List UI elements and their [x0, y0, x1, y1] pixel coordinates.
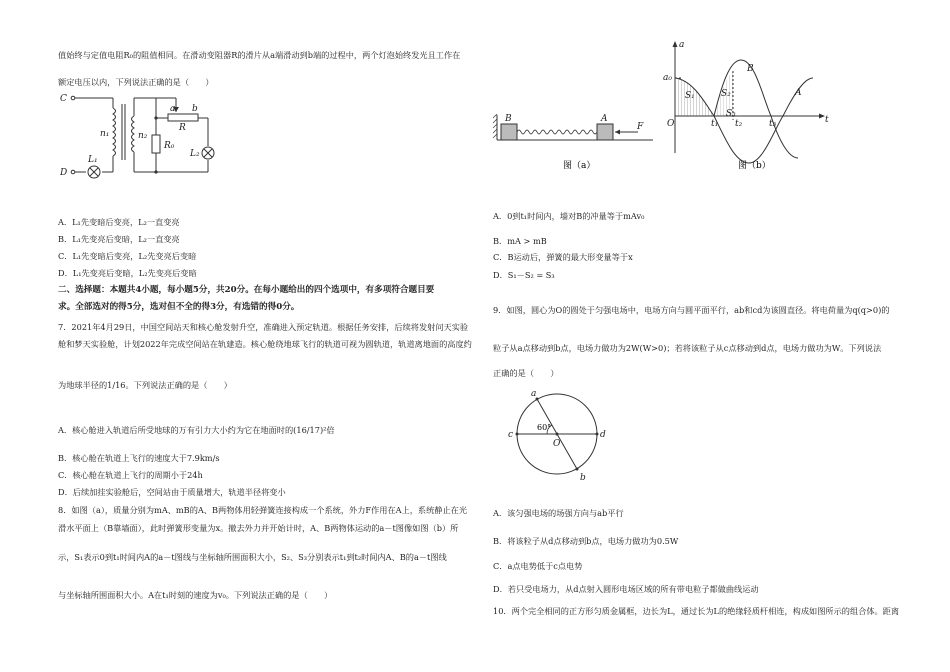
label-L2: L₂	[190, 149, 200, 159]
q9-stem-line1: 9．如图，圆心为O的圆处于匀强电场中，电场方向与圆平面平行，ab和cd为该圆直径。将电荷量为q(q>0)的	[493, 305, 890, 315]
q8-stem-line3: 示，S₁表示0到t₁时间内A的a－t图线与坐标轴所围面积大小，S₂、S₃分别表示t₁到t₂时间内A、B的a－t图线	[58, 552, 447, 562]
figure-b-caption: 图（b）	[738, 161, 771, 171]
q9-stem-line2: 粒子从a点移动到b点，电场力做功为2W(W>0)；若将该粒子从c点移动到d点，电场力做功为W。下列说法	[493, 343, 882, 353]
q9-option-c: C．a点电势低于c点电势	[493, 561, 583, 571]
q10-stem-line1: 10．两个完全相同的正方形匀质金属框，边长为L，通过长为L的绝缘轻质杆相连，构成如图所示的组合体。距离	[493, 606, 900, 616]
q6-stem-line2: 额定电压以内，下列说法正确的是（ ）	[58, 77, 214, 87]
label-n1: n₁	[100, 129, 110, 139]
q7-option-c: C．核心舱在轨道上飞行的周期小于24h	[58, 470, 203, 480]
q9-option-a: A．该匀强电场的场强方向与ab平行	[493, 508, 624, 518]
circle-field-figure	[505, 388, 615, 488]
q8-option-a: A．0到t₁时间内，墙对B的冲量等于mAv₀	[493, 211, 645, 221]
label-curve-A: A	[795, 88, 802, 98]
q7-stem-line3: 为地球半径的1/16。下列说法正确的是（ ）	[58, 380, 232, 390]
label-block-A: A	[601, 114, 608, 124]
label-center-O: O	[553, 439, 561, 449]
q6-option-a: A．L₁先变暗后变亮，L₂一直变亮	[58, 217, 180, 227]
label-a: a	[170, 104, 176, 114]
section2-heading-line2: 求。全部选对的得5分，选对但不全的得3分，有选错的得0分。	[58, 302, 300, 312]
label-L1: L₁	[88, 155, 98, 165]
label-point-c: c	[508, 430, 514, 440]
q8-option-b: B．mA > mB	[493, 236, 547, 246]
q9-option-d: D．若只受电场力，从d点射入圆形电场区域的所有带电粒子都做曲线运动	[493, 584, 759, 594]
label-S1: S₁	[685, 91, 695, 101]
label-t-axis: t	[825, 115, 829, 125]
q6-option-d: D．L₁先变亮后变暗，L₂先变亮后变暗	[58, 268, 197, 278]
q6-stem-line1: 值始终与定值电阻R₀的阻值相同。在滑动变阻器R的滑片从a端滑动到b端的过程中，两个灯泡始终发光且工作在	[58, 50, 461, 60]
label-b: b	[192, 104, 198, 114]
label-curve-B: B	[747, 64, 754, 74]
label-t2: t₂	[735, 119, 743, 129]
label-t3: t₃	[769, 119, 777, 129]
label-t1: t₁	[711, 119, 719, 129]
label-point-b: b	[580, 473, 586, 483]
label-force-F: F	[637, 122, 644, 132]
label-n2: n₂	[138, 131, 148, 141]
q7-option-d: D．后续加挂实验舱后，空间站由于质量增大，轨道半径将变小	[58, 487, 286, 497]
q8-stem-line4: 与坐标轴所围面积大小。A在t₁时刻的速度为v₀。下列说法正确的是（ ）	[58, 590, 333, 600]
q9-option-b: B．将该粒子从d点移动到b点，电场力做功为0.5W	[493, 536, 679, 546]
section2-heading-line1: 二、选择题：本题共4小题，每小题5分，共20分。在每小题给出的四个选项中，有多项符合题目要	[58, 285, 435, 295]
label-angle-60: 60°	[537, 423, 552, 432]
q8-stem-line2: 滑水平面上（B靠墙面），此时弹簧形变量为x。撤去外力并开始计时，A、B两物体运动的a－t图像如图（b）所	[58, 523, 459, 533]
label-C: C	[60, 94, 67, 104]
q9-stem-line3: 正确的是（ ）	[493, 368, 559, 378]
spring-system-figure-a	[493, 110, 663, 175]
label-origin-O: O	[667, 119, 675, 129]
q7-option-a: A．核心舱进入轨道后所受地球的万有引力大小约为它在地面时的(16/17)²倍	[58, 425, 335, 435]
q8-option-c: C．B运动后，弹簧的最大形变量等于x	[493, 252, 633, 262]
q7-option-b: B．核心舱在轨道上飞行的速度大于7.9km/s	[58, 453, 220, 463]
q6-option-b: B．L₁先变亮后变暗，L₂一直变亮	[58, 234, 180, 244]
q8-option-d: D．S₁－S₂ = S₃	[493, 270, 555, 280]
q6-option-c: C．L₁先变暗后变亮，L₂先变亮后变暗	[58, 251, 197, 261]
label-a0: a₀	[663, 73, 672, 83]
label-a-axis: a	[679, 40, 685, 50]
transformer-circuit-figure	[58, 88, 228, 188]
label-D: D	[60, 168, 68, 178]
label-point-d: d	[600, 430, 606, 440]
label-R0: R₀	[164, 141, 175, 151]
label-block-B: B	[505, 114, 512, 124]
acceleration-time-graph-figure-b	[663, 38, 833, 178]
label-point-a: a	[531, 389, 537, 399]
label-S3: S₃	[726, 109, 736, 119]
q8-stem-line1: 8．如图（a），质量分别为mA、mB的A、B两物体用轻弹簧连接构成一个系统，外力F作用在A上，系统静止在光	[58, 505, 468, 515]
q7-stem-line2: 舱和梦天实验舱，计划2022年完成空间站在轨建造。核心舱绕地球飞行的轨道可视为圆轨道，轨道离地面的高度约	[58, 339, 472, 349]
label-S2: S₂	[721, 89, 731, 99]
figure-a-caption: 图（a）	[563, 161, 596, 171]
label-R: R	[179, 123, 186, 133]
q7-stem-line1: 7．2021年4月29日，中国空间站天和核心舱发射升空，准确进入预定轨道。根据任务安排，后续将发射问天实验	[58, 322, 469, 332]
